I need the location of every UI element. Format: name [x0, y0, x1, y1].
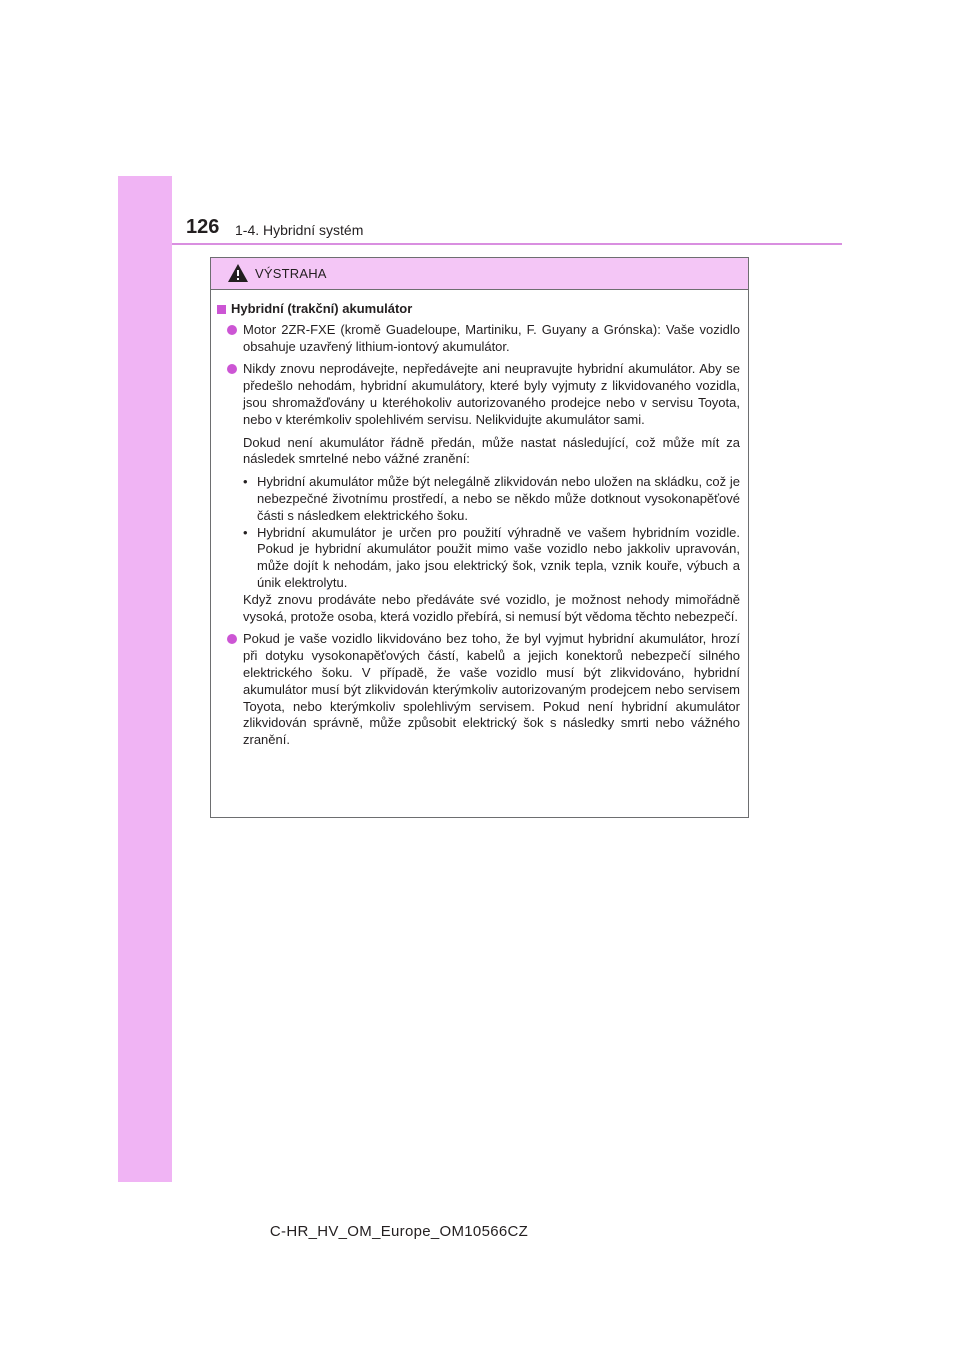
- bullet-item: [217, 631, 740, 749]
- warning-header: [211, 258, 748, 290]
- header-rule: [172, 243, 842, 245]
- bullet-content: [243, 361, 740, 625]
- sub-bullet-mark: •: [243, 524, 248, 540]
- circle-bullet-icon: [227, 325, 237, 335]
- bullet-item: [217, 361, 740, 625]
- document-code: C-HR_HV_OM_Europe_OM10566CZ: [269, 1223, 529, 1240]
- warning-subheading-text: Hybridní (trakční) akumulátor: [231, 301, 413, 316]
- bullet-text: Nikdy znovu neprodávejte, nepředávejte ani neupravujte hybridní akumulátor. Aby se předešlo nehodám, hybridní akumulátory, které byly vyjmuty z likvidovaného vozidla, jsou shromažďovány u kteréhokoliv autorizovaného prodejce nebo v servisu Toyota, nebo v kterémkoliv spolehlivém servisu. Nelikvidujte akumulátor sami.: [243, 361, 740, 427]
- warning-label: VÝSTRAHA: [255, 266, 327, 281]
- bullet-text: Motor 2ZR-FXE (kromě Guadeloupe, Martiniku, F. Guyany a Grónska): Vaše vozidlo obsahuje uzavřený lithium-iontový akumulátor.: [243, 321, 740, 354]
- warning-box: [210, 257, 749, 818]
- bullet-text: Pokud je vaše vozidlo likvidováno bez toho, že byl vyjmut hybridní akumulátor, hrozí při dotyku vysokonapěťových částí, kabelů a jejich konektorů nebezpečí silného elektrického šoku. V případě, že vaše vozidlo musí být zlikvidováno, hybridní akumulátor musí být zlikvidován kterýmkoliv autorizovaným prodejcem nebo servisem Toyota, nebo kterýmkoliv spolehlivým servisem. Pokud není hybridní akumulátor zlikvidován správně, může způsobit elektrický šok s následky smrti nebo vážného zranění.: [243, 631, 740, 748]
- intro-paragraph: Dokud není akumulátor řádně předán, může nastat následující, což může mít za následek smrtelné nebo vážné zranění:: [243, 434, 740, 467]
- circle-bullet-icon: [227, 364, 237, 374]
- circle-bullet-icon: [227, 634, 237, 644]
- sub-list-item: [243, 525, 740, 592]
- square-bullet-icon: [217, 305, 226, 314]
- sub-bullet-mark: •: [243, 474, 248, 490]
- footer: [0, 1223, 960, 1240]
- side-tab-band: [118, 176, 172, 1182]
- warning-body: [211, 290, 748, 749]
- sub-list-text: Hybridní akumulátor je určen pro použití výhradně ve vašem hybridním vozidle. Pokud je hybridní akumulátor použit mimo vaše vozidlo nebo jakkoliv upravován, může dojít k nehodám, jako jsou elektrický šok, vznik tepla, vznik kouře, výbuch a únik elektrolytu.: [257, 524, 740, 590]
- warning-triangle-icon: [227, 263, 249, 283]
- bullet-item: [217, 322, 740, 356]
- closing-paragraph: Když znovu prodáváte nebo předáváte své vozidlo, je možnost nehody mimořádně vysoká, protože osoba, která vozidlo přebírá, si nemusí být vědoma těchto nebezpečí.: [243, 591, 740, 624]
- page-number: 126: [186, 216, 220, 238]
- warning-subheading: [217, 301, 740, 318]
- sub-list-text: Hybridní akumulátor může být nelegálně zlikvidován nebo uložen na skládku, což je nebezpečné životnímu prostředí, a nebo se někdo může dotknout vysokonapěťové části s následkem elektrického šoku.: [257, 474, 740, 523]
- sub-list-item: [243, 474, 740, 524]
- section-title: 1-4. Hybridní systém: [235, 222, 364, 238]
